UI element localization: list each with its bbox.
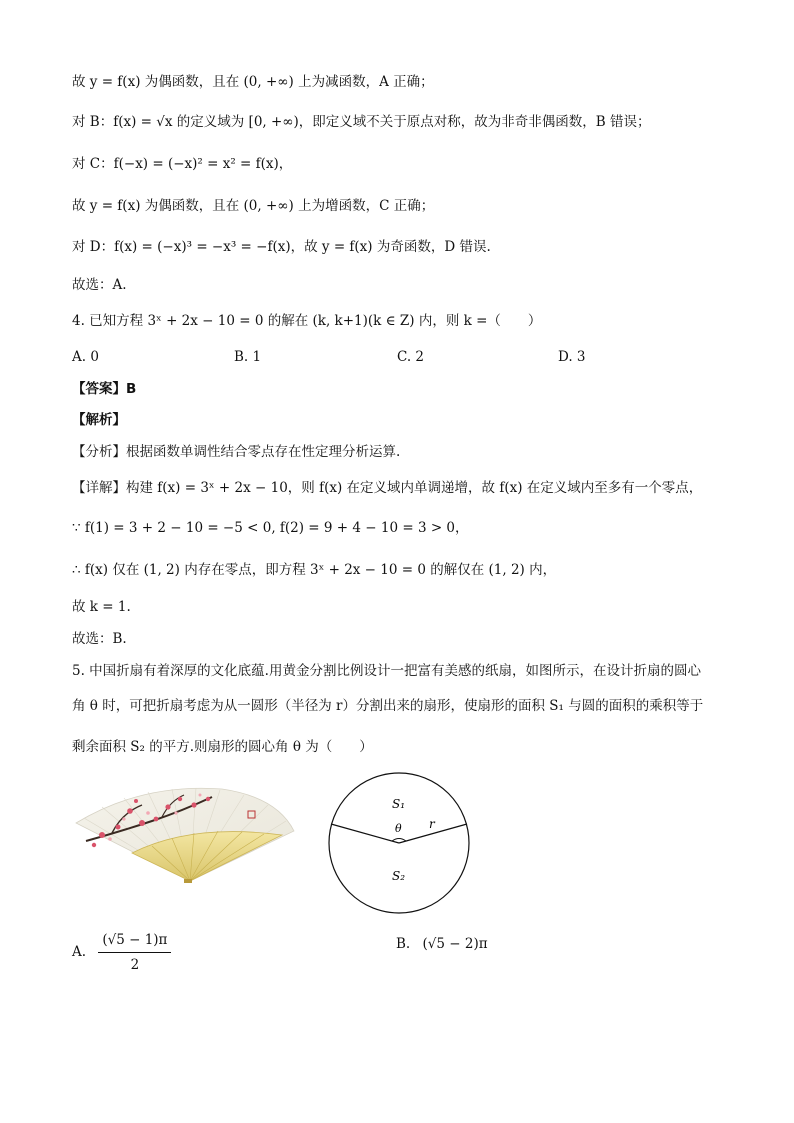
q5-option-b-label: B.: [396, 936, 411, 952]
text-line-1: 故 y = f(x) 为偶函数，且在 (0, +∞) 上为减函数，A 正确；: [72, 74, 434, 90]
circle-sector-diagram: [326, 770, 472, 916]
q5-option-a: [72, 930, 171, 975]
question-4-stem: 4. 已知方程 3ˣ + 2x − 10 = 0 的解在 (k, k+1)(k ∈ Z) 内，则 k =（ ）: [72, 313, 542, 329]
text-line-3: 对 C：f(−x) = (−x)² = x² = f(x)，: [72, 156, 293, 172]
q5-option-a-denominator: 2: [130, 957, 140, 973]
label-theta: θ: [395, 822, 402, 835]
answer-tag: 【答案】B: [72, 381, 137, 397]
question-5-line-3: 剩余面积 S₂ 的平方.则扇形的圆心角 θ 为（ ）: [72, 739, 373, 755]
text-line-2: 对 B：f(x) = √x 的定义域为 [0, +∞)，即定义域不关于原点对称，故为非奇非偶函数，B 错误；: [72, 114, 651, 130]
detail-line-1: 【详解】构建 f(x) = 3ˣ + 2x − 10，则 f(x) 在定义域内单调递增，故 f(x) 在定义域内至多有一个零点，: [72, 480, 703, 496]
q5-option-a-fraction: [98, 930, 171, 975]
q5-option-b-expr: (√5 − 2)π: [422, 936, 488, 952]
text-line-5: 对 D：f(x) = (−x)³ = −x³ = −f(x)，故 y = f(x) 为奇函数，D 错误.: [72, 239, 491, 255]
analysis-summary: 【分析】根据函数单调性结合零点存在性定理分析运算.: [72, 444, 401, 460]
text-line-4: 故 y = f(x) 为偶函数，且在 (0, +∞) 上为增函数，C 正确；: [72, 198, 435, 214]
question-5-line-1: 5. 中国折扇有着深厚的文化底蕴.用黄金分割比例设计一把富有美感的纸扇，如图所示，在设计折扇的圆心: [72, 663, 701, 679]
label-s2: S₂: [392, 869, 406, 883]
q4-option-a: A. 0: [72, 349, 99, 365]
folding-fan-image: [72, 783, 298, 895]
analysis-tag: 【解析】: [72, 412, 126, 428]
detail-line-3: ∴ f(x) 仅在 (1, 2) 内存在零点，即方程 3ˣ + 2x − 10 = 0 的解仅在 (1, 2) 内，: [72, 562, 557, 578]
q4-option-d: D. 3: [558, 349, 586, 365]
detail-line-5: 故选：B.: [72, 631, 127, 647]
detail-line-4: 故 k = 1.: [72, 599, 131, 615]
q4-option-b: B. 1: [234, 349, 262, 365]
q5-option-a-numerator: (√5 − 1)π: [98, 930, 171, 953]
label-s1: S₁: [392, 797, 406, 811]
detail-line-2: ∵ f(1) = 3 + 2 − 10 = −5 < 0, f(2) = 9 + 4 − 10 = 3 > 0，: [72, 520, 469, 536]
label-radius: r: [429, 817, 435, 831]
q5-option-b: [396, 934, 488, 954]
question-5-line-2: 角 θ 时，可把折扇考虑为从一圆形（半径为 r）分割出来的扇形，使扇形的面积 S₁ 与圆的面积的乘积等于: [72, 698, 704, 714]
text-line-6: 故选：A.: [72, 277, 127, 293]
q4-option-c: C. 2: [397, 349, 425, 365]
q5-option-a-label: A.: [72, 944, 87, 960]
